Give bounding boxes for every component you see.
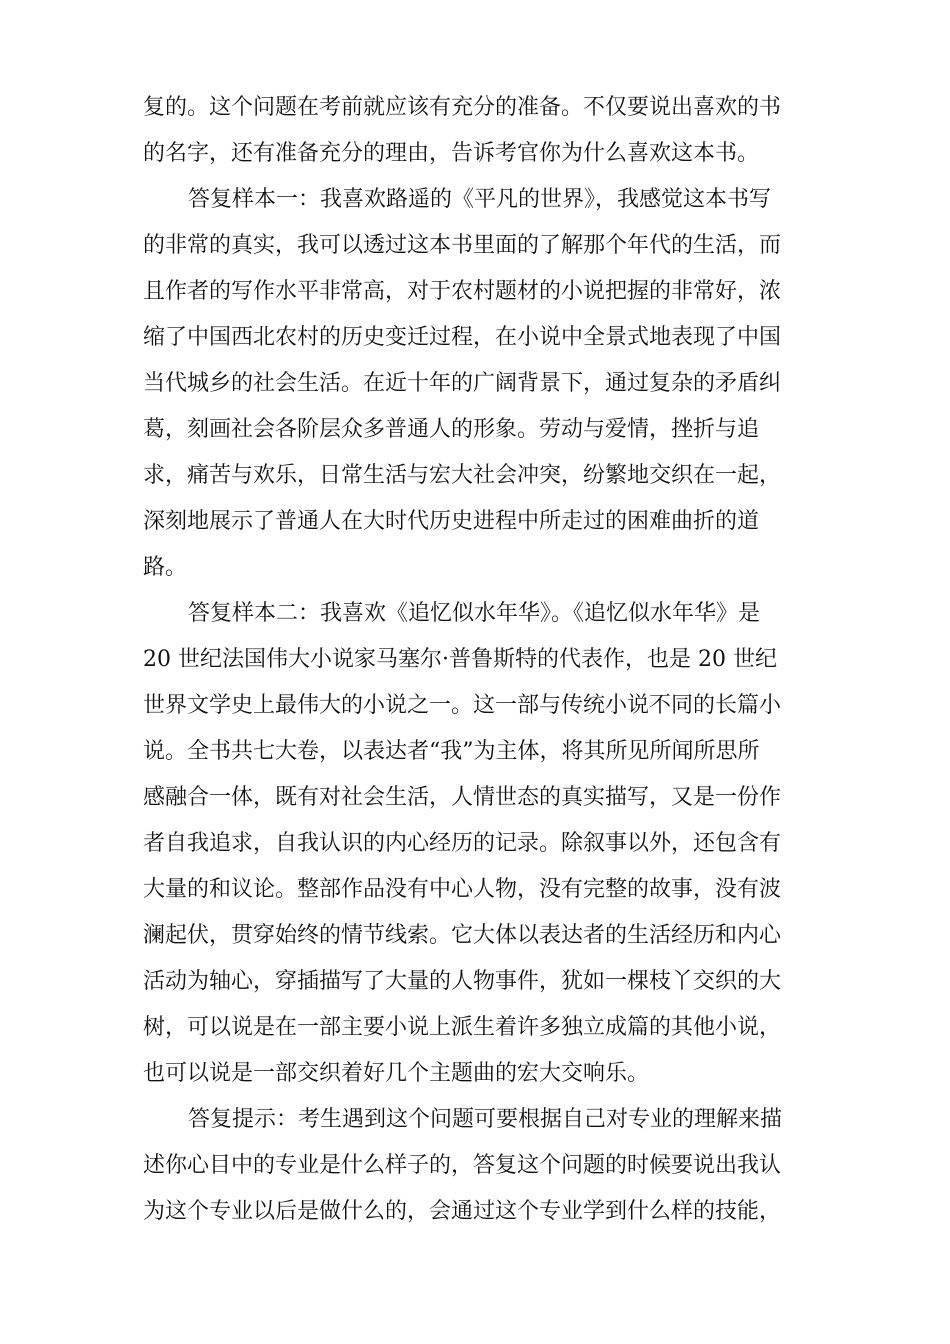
paragraph-start-line: 答复样本一：我喜欢路遥的《平凡的世界》，我感觉这本书写 xyxy=(188,187,772,212)
text-line: 说。全书共七大卷，以表达者“我”为主体，将其所见所闻所思所 xyxy=(143,739,760,764)
text-line: 的非常的真实，我可以透过这本书里面的了解那个年代的生活，而 xyxy=(143,233,782,258)
text-line: 为这个专业以后是做什么的，会通过这个专业学到什么样的技能， xyxy=(143,1199,782,1224)
text-line: 缩了中国西北农村的历史变迁过程，在小说中全景式地表现了中国 xyxy=(143,325,782,350)
text-line: 当代城乡的社会生活。在近十年的广阔背景下，通过复杂的矛盾纠 xyxy=(143,371,782,396)
text-line: 葛，刻画社会各阶层众多普通人的形象。劳动与爱情，挫折与追 xyxy=(143,417,760,442)
text-line: 述你心目中的专业是什么样子的，答复这个问题的时候要说出我认 xyxy=(143,1153,782,1178)
text-line: 树，可以说是在一部主要小说上派生着许多独立成篇的其他小说， xyxy=(143,1015,782,1040)
paragraph-start-line: 答复样本二：我喜欢《追忆似水年华》。《追忆似水年华》是 xyxy=(188,601,761,626)
text-line: 求，痛苦与欢乐，日常生活与宏大社会冲突，纷繁地交织在一起， xyxy=(143,463,782,488)
text-line: 路。 xyxy=(143,555,188,580)
text-line: 20 世纪法国伟大小说家马塞尔·普鲁斯特的代表作，也是 20 世纪 xyxy=(143,647,777,672)
paragraph-start-line: 答复提示：考生遇到这个问题可要根据自己对专业的理解来描 xyxy=(188,1107,783,1132)
text-line: 感融合一体，既有对社会生活，人情世态的真实描写，又是一份作 xyxy=(143,785,782,810)
text-line: 者自我追求，自我认识的内心经历的记录。除叙事以外，还包含有 xyxy=(143,831,782,856)
text-line: 也可以说是一部交织着好几个主题曲的宏大交响乐。 xyxy=(143,1061,650,1086)
text-line: 澜起伏，贯穿始终的情节线索。它大体以表达者的生活经历和内心 xyxy=(143,923,782,948)
text-line: 深刻地展示了普通人在大时代历史进程中所走过的困难曲折的道 xyxy=(143,509,760,534)
text-line: 且作者的写作水平非常高，对于农村题材的小说把握的非常好，浓 xyxy=(143,279,782,304)
text-line: 复的。这个问题在考前就应该有充分的准备。不仅要说出喜欢的书 xyxy=(143,95,782,120)
text-line: 大量的和议论。整部作品没有中心人物，没有完整的故事，没有波 xyxy=(143,877,782,902)
text-line: 的名字，还有准备充分的理由，告诉考官你为什么喜欢这本书。 xyxy=(143,141,760,166)
text-line: 世界文学史上最伟大的小说之一。这一部与传统小说不同的长篇小 xyxy=(143,693,782,718)
text-line: 活动为轴心，穿插描写了大量的人物事件，犹如一棵枝丫交织的大 xyxy=(143,969,782,994)
